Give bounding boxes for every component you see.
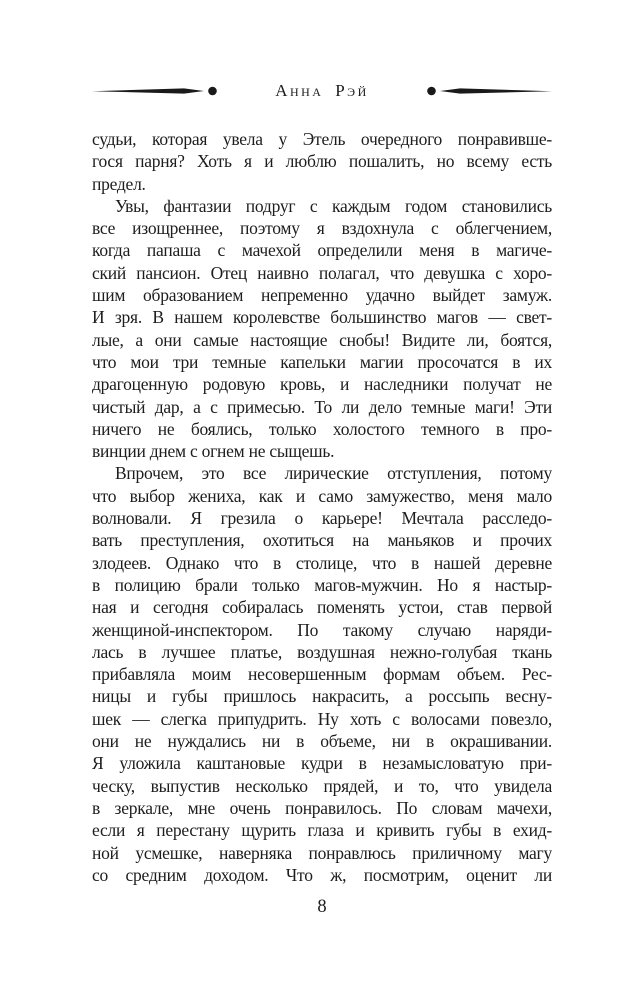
- text-line: И зря. В нашем королевстве большинство магов — свет-: [92, 307, 552, 328]
- text-line: в полицию брали только магов-мужчин. Но я настыр-: [92, 574, 552, 595]
- text-line: ницы и губы пришлось накрасить, а россыпь весну-: [92, 686, 552, 707]
- dot-tapered-rule-icon: [427, 85, 552, 97]
- text-line: со средним доходом. Что ж, посмотрим, оценит ли: [92, 864, 552, 885]
- text-line: если я перестану щурить глаза и кривить губы в ехид-: [92, 820, 552, 841]
- text-line: все изощреннее, поэтому я вздохнула с облегчением,: [92, 218, 552, 239]
- text-line: ная и сегодня собиралась поменять устои, став первой: [92, 597, 552, 618]
- text-line: в зеркале, мне очень понравилось. По словам мачехи,: [92, 797, 552, 818]
- text-line: ский пансион. Отец наивно полагал, что девушка с хоро-: [92, 262, 552, 283]
- running-head: [92, 78, 552, 104]
- text-line: они не нуждались ни в объеме, ни в окрашивании.: [92, 731, 552, 752]
- text-line: вать преступления, охотиться на маньяков и прочих: [92, 530, 552, 551]
- text-line: ческу, выпустив несколько прядей, и то, что увидела: [92, 775, 552, 796]
- tapered-rule-dot-icon: [92, 85, 217, 97]
- text-line: Я уложила каштановые кудри в незамысловатую при-: [92, 753, 552, 774]
- text-line: винции днем с огнем не сыщешь.: [92, 441, 335, 462]
- text-line: ной усмешке, наверняка понравлюсь приличному магу: [92, 842, 552, 863]
- text-line: чистый дар, а с примесью. То ли дело темные маги! Эти: [92, 396, 552, 417]
- text-line: что мои три темные капельки магии просочатся в их: [92, 351, 552, 372]
- text-line: шим образованием непременно удачно выйдет замуж.: [92, 285, 552, 306]
- page-footer: [92, 897, 552, 918]
- text-line: гося парня? Хоть я и люблю пошалить, но всему есть: [92, 151, 552, 172]
- running-head-author: Анна Рэй: [275, 81, 369, 100]
- text-line: лась в лучшее платье, воздушная нежно-голубая ткань: [92, 641, 552, 662]
- text-line: что выбор жениха, как и само замужество, меня мало: [92, 485, 552, 506]
- text-line: Увы, фантазии подруг с каждым годом становились: [115, 195, 552, 216]
- text-line: волновали. Я грезила о карьере! Мечтала расследо-: [92, 508, 552, 529]
- text-line: злодеев. Однако что в столице, что в нашей деревне: [92, 552, 552, 573]
- text-line: женщиной-инспектором. По такому случаю наряди-: [92, 619, 552, 640]
- text-line: драгоценную родовую кровь, и наследники получат не: [92, 374, 552, 395]
- page-number: 8: [317, 897, 327, 918]
- text-line: Впрочем, это все лирические отступления, потому: [115, 463, 552, 484]
- text-line: ничего не боялись, только холостого темного в про-: [92, 418, 552, 439]
- text-line: предел.: [92, 173, 146, 194]
- text-line: судьи, которая увела у Этель очередного понравивше-: [92, 129, 552, 149]
- text-line: лые, а они самые настоящие снобы! Видите ли, боятся,: [92, 329, 552, 350]
- body-text: [92, 128, 552, 886]
- text-line: когда папаша с мачехой определили меня в магиче-: [92, 240, 552, 261]
- text-line: прибавляла моим несовершенным формам объем. Рес-: [92, 664, 552, 685]
- text-line: шек — слегка припудрить. Ну хоть с волосами повезло,: [92, 708, 552, 729]
